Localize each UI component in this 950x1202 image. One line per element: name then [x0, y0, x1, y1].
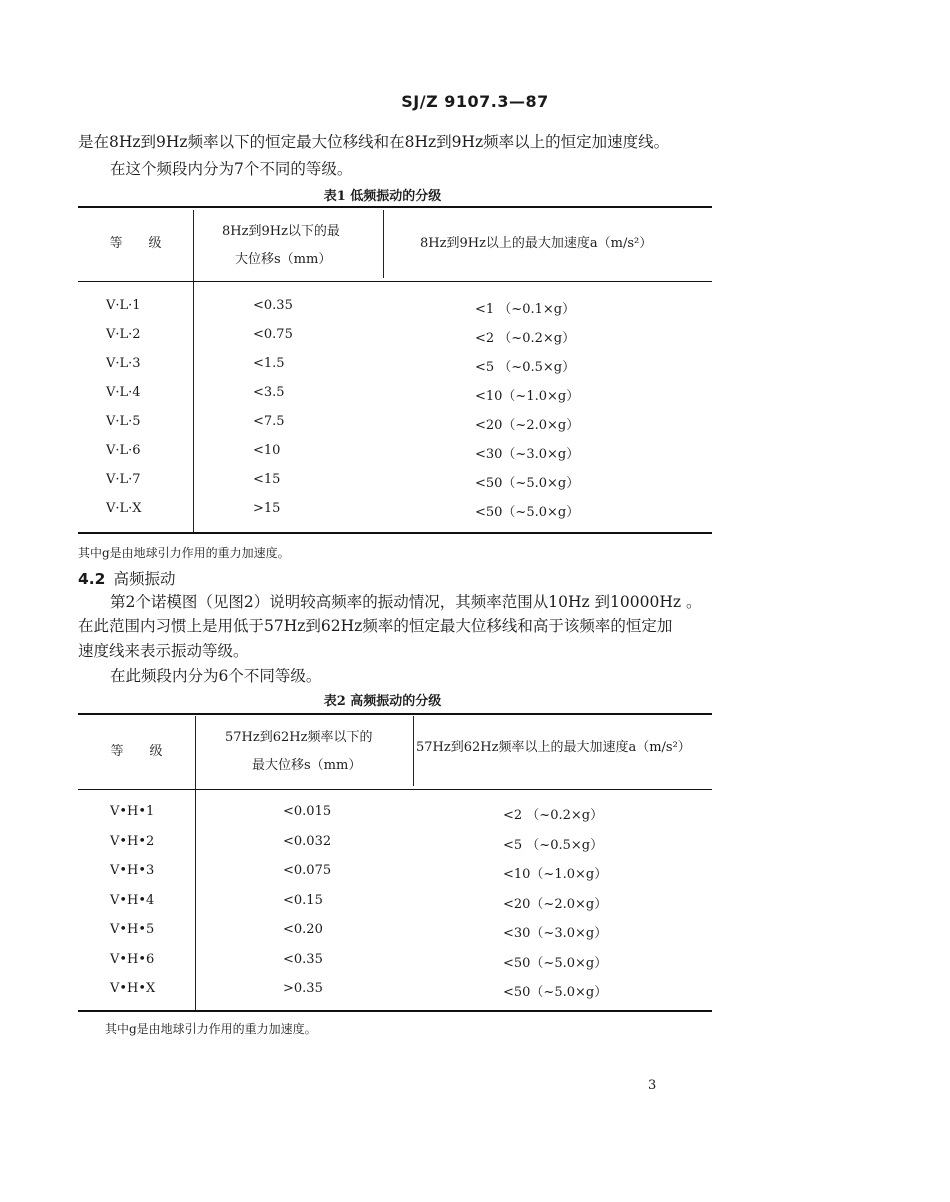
page-number: 3 [648, 1078, 657, 1093]
table1-cell-accel: <50（~5.0×g） [475, 476, 580, 491]
table2-cell-grade: V•H•3 [110, 863, 155, 878]
table1-cell-disp: <15 [253, 472, 281, 487]
table2-cell-disp: <0.015 [283, 804, 332, 819]
table1-cell-accel: <50（~5.0×g） [475, 505, 580, 520]
table2-bottom-rule [78, 1010, 712, 1012]
table1-cell-grade: V·L·3 [106, 356, 141, 371]
table1-cell-grade: V·L·X [106, 501, 142, 516]
table2-cell-grade: V•H•5 [110, 922, 155, 937]
table2-cell-grade: V•H•4 [110, 892, 155, 908]
table1-header-accel: 8Hz到9Hz以上的最大加速度a（m/s²） [420, 236, 653, 251]
section-title: 高频振动 [113, 570, 176, 588]
section-para-line-4: 在此频段内分为6个不同等级。 [110, 667, 322, 685]
table2-note: 其中g是由地球引力作用的重力加速度。 [105, 1022, 317, 1036]
table1-bottom-rule [78, 532, 712, 534]
table2-caption: 表2 高频振动的分级 [323, 694, 442, 709]
table1-caption: 表1 低频振动的分级 [323, 189, 442, 204]
table1-cell-accel: <5 （~0.5×g） [475, 360, 576, 375]
table1-cell-grade: V·L·5 [106, 414, 141, 429]
table1-col-divider-1 [193, 210, 194, 532]
table2-cell-grade: V•H•1 [110, 804, 155, 819]
table1-cell-accel: <10（~1.0×g） [475, 389, 580, 404]
section-heading [78, 567, 175, 589]
table1-cell-disp: <3.5 [253, 385, 285, 400]
table1-col-divider-2 [383, 210, 384, 278]
table1-cell-disp: <0.75 [253, 327, 293, 342]
section-number: 4.2 [78, 570, 106, 588]
table1-cell-disp: <10 [253, 443, 281, 458]
table2-cell-grade: V•H•X [110, 981, 156, 996]
table1-top-rule [78, 206, 712, 208]
table1-cell-accel: <1 （~0.1×g） [475, 302, 576, 317]
table2-top-rule [78, 713, 712, 715]
table2-cell-accel: <10（~1.0×g） [503, 867, 608, 882]
table2-cell-accel: <2 （~0.2×g） [503, 808, 604, 823]
table1-cell-disp: >15 [253, 501, 281, 516]
table1-cell-disp: <1.5 [253, 356, 285, 371]
table2-cell-accel: <30（~3.0×g） [503, 926, 608, 941]
table2-cell-accel: <5 （~0.5×g） [503, 837, 604, 853]
table2-cell-accel: <20（~2.0×g） [503, 896, 608, 912]
table1-cell-accel: <20（~2.0×g） [475, 418, 580, 433]
table1-header-grade: 等 级 [109, 236, 162, 251]
standard-number: SJ/Z 9107.3—87 [401, 92, 549, 111]
table1-header-rule [78, 281, 712, 282]
table2-header-grade: 等 级 [110, 744, 163, 759]
table2-header-disp-line1: 57Hz到62Hz频率以下的 [225, 730, 373, 745]
table2-header-rule [78, 789, 712, 790]
table1-cell-grade: V·L·4 [106, 385, 141, 400]
table2-cell-grade: V•H•6 [110, 951, 155, 967]
intro-line-2: 在这个频段内分为7个不同的等级。 [110, 160, 353, 178]
section-para-line-1: 第2个诺模图（见图2）说明较高频率的振动情况，其频率范围从10Hz 到10000Hz 。 [110, 593, 702, 611]
table1-header-disp-line1: 8Hz到9Hz以下的最 [222, 224, 340, 239]
table2-cell-grade: V•H•2 [110, 833, 155, 849]
intro-line-1: 是在8Hz到9Hz频率以下的恒定最大位移线和在8Hz到9Hz频率以上的恒定加速度线。 [78, 133, 670, 151]
table1-header-disp-line2: 大位移s（mm） [235, 252, 332, 267]
table2-cell-disp: >0.35 [283, 981, 323, 996]
table2-cell-disp: <0.35 [283, 951, 323, 967]
table1-cell-disp: <7.5 [253, 414, 285, 429]
table2-col-divider-2 [413, 716, 414, 786]
table2-col-divider-1 [195, 716, 196, 1010]
table1-cell-accel: <30（~3.0×g） [475, 447, 580, 462]
table2-cell-disp: <0.20 [283, 922, 323, 937]
table1-cell-grade: V·L·7 [106, 472, 141, 487]
table1-cell-grade: V·L·1 [106, 298, 141, 313]
table1-cell-accel: <2 （~0.2×g） [475, 331, 576, 346]
table2-header-disp-line2: 最大位移s（mm） [252, 758, 362, 773]
table1-cell-grade: V·L·2 [106, 327, 141, 342]
table2-cell-disp: <0.15 [283, 892, 323, 908]
table2-header-accel: 57Hz到62Hz频率以上的最大加速度a（m/s²） [416, 740, 691, 755]
table1-cell-disp: <0.35 [253, 298, 293, 313]
table1-note: 其中g是由地球引力作用的重力加速度。 [78, 546, 290, 560]
table2-cell-accel: <50（~5.0×g） [503, 955, 608, 971]
table2-cell-accel: <50（~5.0×g） [503, 985, 608, 1000]
section-para-line-2: 在此范围内习惯上是用低于57Hz到62Hz频率的恒定最大位移线和高于该频率的恒定加 [78, 617, 673, 635]
table1-cell-grade: V·L·6 [106, 443, 141, 458]
table2-cell-disp: <0.032 [283, 833, 332, 849]
section-para-line-3: 速度线来表示振动等级。 [78, 642, 249, 660]
table2-cell-disp: <0.075 [283, 863, 332, 878]
